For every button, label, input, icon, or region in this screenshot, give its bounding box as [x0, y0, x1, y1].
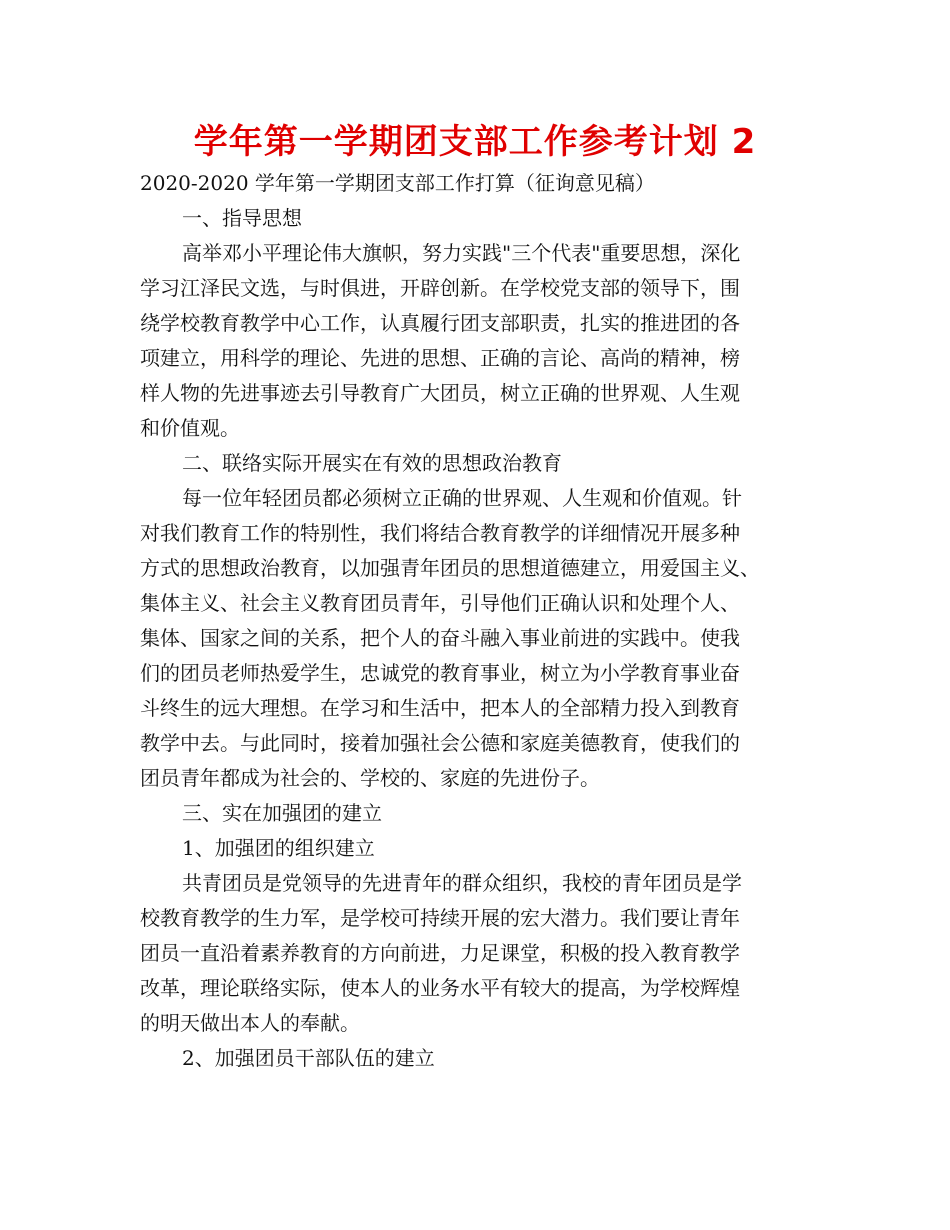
text-line: 样人物的先进事迹去引导教育广大团员，树立正确的世界观、人生观 — [140, 381, 740, 405]
text-line: 绕学校教育教学中心工作，认真履行团支部职责，扎实的推进团的各 — [140, 311, 740, 335]
text-line: 1、加强团的组织建立 — [182, 836, 375, 860]
page-title: 学年第一学期团支部工作参考计划 2 — [193, 122, 757, 162]
text-line: 三、实在加强团的建立 — [182, 801, 382, 825]
text-line: 一、指导思想 — [182, 206, 302, 230]
text-line: 集体、国家之间的关系，把个人的奋斗融入事业前进的实践中。使我 — [140, 626, 740, 650]
text-line: 团员青年都成为社会的、学校的、家庭的先进份子。 — [140, 766, 600, 790]
text-line: 对我们教育工作的特别性，我们将结合教育教学的详细情况开展多种 — [140, 521, 740, 545]
text-line: 斗终生的远大理想。在学习和生活中，把本人的全部精力投入到教育 — [140, 696, 740, 720]
text-line: 每一位年轻团员都必须树立正确的世界观、人生观和价值观。针 — [182, 486, 742, 510]
text-line: 项建立，用科学的理论、先进的思想、正确的言论、高尚的精神，榜 — [140, 346, 740, 370]
text-line: 团员一直沿着素养教育的方向前进，力足课堂，积极的投入教育教学 — [140, 941, 740, 965]
text-line: 集体主义、社会主义教育团员青年，引导他们正确认识和处理个人、 — [140, 591, 740, 615]
document-body — [140, 166, 830, 1076]
text-line: 二、联络实际开展实在有效的思想政治教育 — [182, 451, 562, 475]
text-line: 和价值观。 — [140, 416, 240, 440]
text-line: 改革，理论联络实际，使本人的业务水平有较大的提高，为学校辉煌 — [140, 976, 740, 1000]
text-line: 校教育教学的生力军，是学校可持续开展的宏大潜力。我们要让青年 — [140, 906, 740, 930]
text-line: 共青团员是党领导的先进青年的群众组织，我校的青年团员是学 — [182, 871, 742, 895]
text-line: 2、加强团员干部队伍的建立 — [182, 1046, 435, 1070]
text-line: 的明天做出本人的奉献。 — [140, 1011, 360, 1035]
text-line: 们的团员老师热爱学生，忠诚党的教育事业，树立为小学教育事业奋 — [140, 661, 740, 685]
text-line: 高举邓小平理论伟大旗帜，努力实践"三个代表"重要思想，深化 — [182, 241, 741, 265]
text-line: 方式的思想政治教育，以加强青年团员的思想道德建立，用爱国主义、 — [140, 556, 760, 580]
text-line: 学习江泽民文选，与时俱进，开辟创新。在学校党支部的领导下，围 — [140, 276, 740, 300]
body-lines — [140, 201, 830, 1076]
subtitle-line: 2020-2020 学年第一学期团支部工作打算（征询意见稿） — [140, 171, 655, 195]
text-line: 教学中去。与此同时，接着加强社会公德和家庭美德教育，使我们的 — [140, 731, 740, 755]
